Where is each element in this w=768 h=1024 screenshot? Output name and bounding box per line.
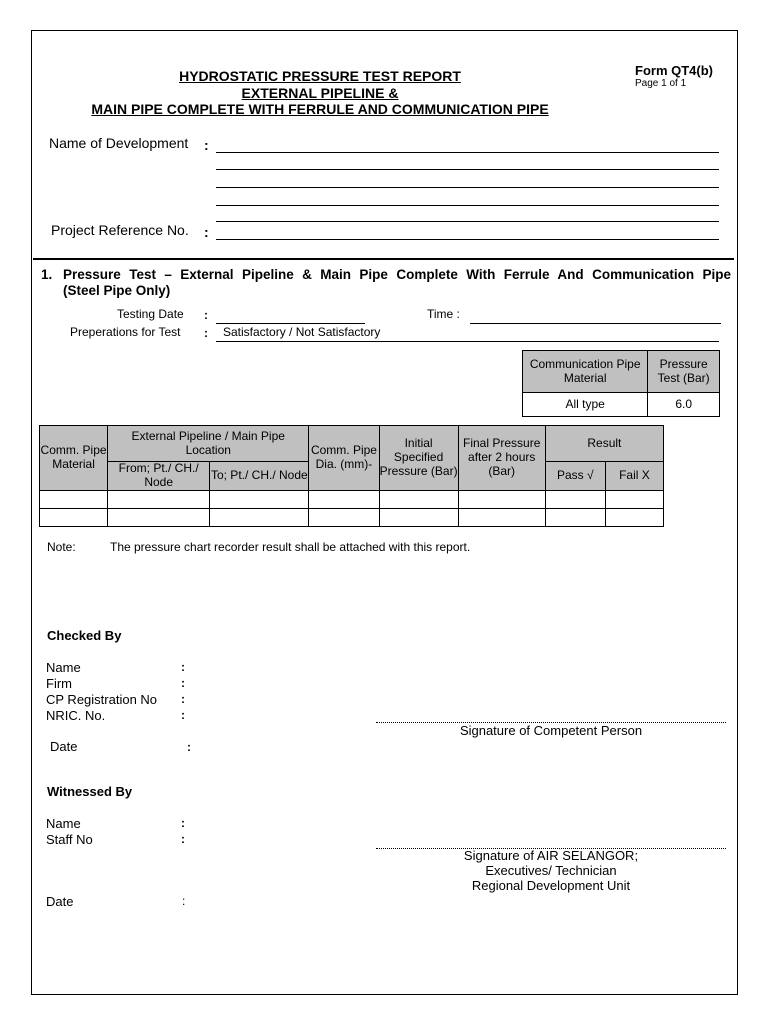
note-label: Note: — [47, 540, 76, 554]
cell-from[interactable] — [108, 508, 210, 526]
colon: : — [204, 224, 209, 240]
cell-comm-pipe-dia[interactable] — [309, 490, 379, 508]
checked-by-heading: Checked By — [47, 628, 122, 643]
colon: : — [181, 676, 185, 690]
colon: : — [182, 894, 186, 908]
checked-cp-reg-label: CP Registration No — [46, 692, 158, 707]
colon: : — [204, 308, 208, 322]
preparations-value: Satisfactory / Not Satisfactory — [223, 325, 381, 339]
witness-staff-no-label: Staff No — [46, 832, 93, 847]
report-title-line3: MAIN PIPE COMPLETE WITH FERRULE AND COMMUNICATION PIPE — [91, 101, 549, 117]
cell-initial-pressure[interactable] — [379, 508, 458, 526]
witness-name-label: Name — [46, 816, 81, 831]
report-title-line1: HYDROSTATIC PRESSURE TEST REPORT — [179, 68, 461, 84]
checked-nric-label: NRIC. No. — [46, 708, 106, 723]
colon: : — [181, 832, 185, 846]
header-fail: Fail X — [605, 462, 663, 491]
cell-comm-pipe-material[interactable] — [40, 490, 108, 508]
cell-fail[interactable] — [605, 490, 663, 508]
pressure-spec-table — [522, 350, 720, 417]
header-comm-pipe-dia: Comm. Pipe Dia. (mm)- — [309, 426, 379, 491]
checked-name-label: Name — [46, 660, 81, 675]
header-initial-pressure: Initial Specified Pressure (Bar) — [379, 426, 458, 491]
note-text: The pressure chart recorder result shall be attached with this report. — [110, 540, 471, 554]
cell-final-pressure[interactable] — [458, 490, 545, 508]
header-pass: Pass √ — [545, 462, 605, 491]
checked-date-label: Date — [50, 739, 78, 754]
section-subtitle: (Steel Pipe Only) — [63, 283, 171, 298]
air-selangor-signature-label-3: Regional Development Unit — [471, 878, 631, 893]
air-selangor-signature-label-2: Executives/ Technician — [485, 863, 617, 878]
page-number: Page 1 of 1 — [635, 78, 687, 89]
section-number: 1. — [41, 267, 53, 282]
project-reference-label: Project Reference No. — [51, 222, 189, 238]
result-table — [39, 425, 664, 527]
checked-firm-label: Firm — [46, 676, 72, 691]
time-label: Time : — [427, 307, 460, 321]
cell-to[interactable] — [210, 490, 309, 508]
preparations-label: Preperations for Test — [70, 325, 181, 339]
table-row — [40, 508, 664, 526]
header-from: From; Pt./ CH./ Node — [108, 462, 210, 491]
colon: : — [204, 326, 208, 340]
development-name-line-1[interactable] — [216, 152, 719, 153]
header-comm-pipe-material: Comm. Pipe Material — [40, 426, 108, 491]
development-name-line-2[interactable] — [216, 169, 719, 170]
colon: : — [181, 708, 185, 722]
cell-pass[interactable] — [545, 508, 605, 526]
header-final-pressure: Final Pressure after 2 hours (Bar) — [458, 426, 545, 491]
pressure-table-pressure-value: 6.0 — [648, 393, 720, 417]
time-field[interactable] — [470, 323, 721, 324]
header-location: External Pipeline / Main Pipe Location — [108, 426, 309, 462]
project-ref-line-1[interactable] — [216, 221, 719, 222]
air-selangor-signature-label-1: Signature of AIR SELANGOR; — [463, 848, 639, 863]
table-row — [40, 490, 664, 508]
header-result: Result — [545, 426, 663, 462]
preparations-line — [216, 341, 719, 342]
cell-to[interactable] — [210, 508, 309, 526]
witness-date-label: Date — [46, 894, 74, 909]
cell-fail[interactable] — [605, 508, 663, 526]
colon: : — [181, 660, 185, 674]
project-ref-line-2[interactable] — [216, 239, 719, 240]
development-name-line-3[interactable] — [216, 187, 719, 188]
name-of-development-label: Name of Development — [49, 135, 189, 151]
cell-comm-pipe-dia[interactable] — [309, 508, 379, 526]
report-title-line2: EXTERNAL PIPELINE & — [241, 85, 399, 101]
testing-date-field[interactable] — [216, 323, 365, 324]
cell-comm-pipe-material[interactable] — [40, 508, 108, 526]
section-title: Pressure Test – External Pipeline & Main Pipe Complete With Ferrule And Communication Pipe — [63, 267, 731, 282]
pressure-table-header-material: Communication Pipe Material — [523, 351, 648, 393]
pressure-table-header-pressure: Pressure Test (Bar) — [648, 351, 720, 393]
cell-initial-pressure[interactable] — [379, 490, 458, 508]
header-to: To; Pt./ CH./ Node — [210, 462, 309, 491]
development-name-line-4[interactable] — [216, 205, 719, 206]
colon: : — [181, 816, 185, 830]
colon: : — [181, 692, 185, 706]
cell-from[interactable] — [108, 490, 210, 508]
witnessed-by-heading: Witnessed By — [47, 784, 133, 799]
pressure-table-material-value: All type — [523, 393, 648, 417]
colon: : — [204, 137, 209, 153]
form-id: Form QT4(b) — [635, 63, 713, 78]
colon: : — [187, 740, 191, 754]
section-divider — [33, 258, 734, 260]
cell-pass[interactable] — [545, 490, 605, 508]
testing-date-label: Testing Date — [117, 307, 184, 321]
cell-final-pressure[interactable] — [458, 508, 545, 526]
competent-person-signature-label: Signature of Competent Person — [459, 723, 643, 738]
